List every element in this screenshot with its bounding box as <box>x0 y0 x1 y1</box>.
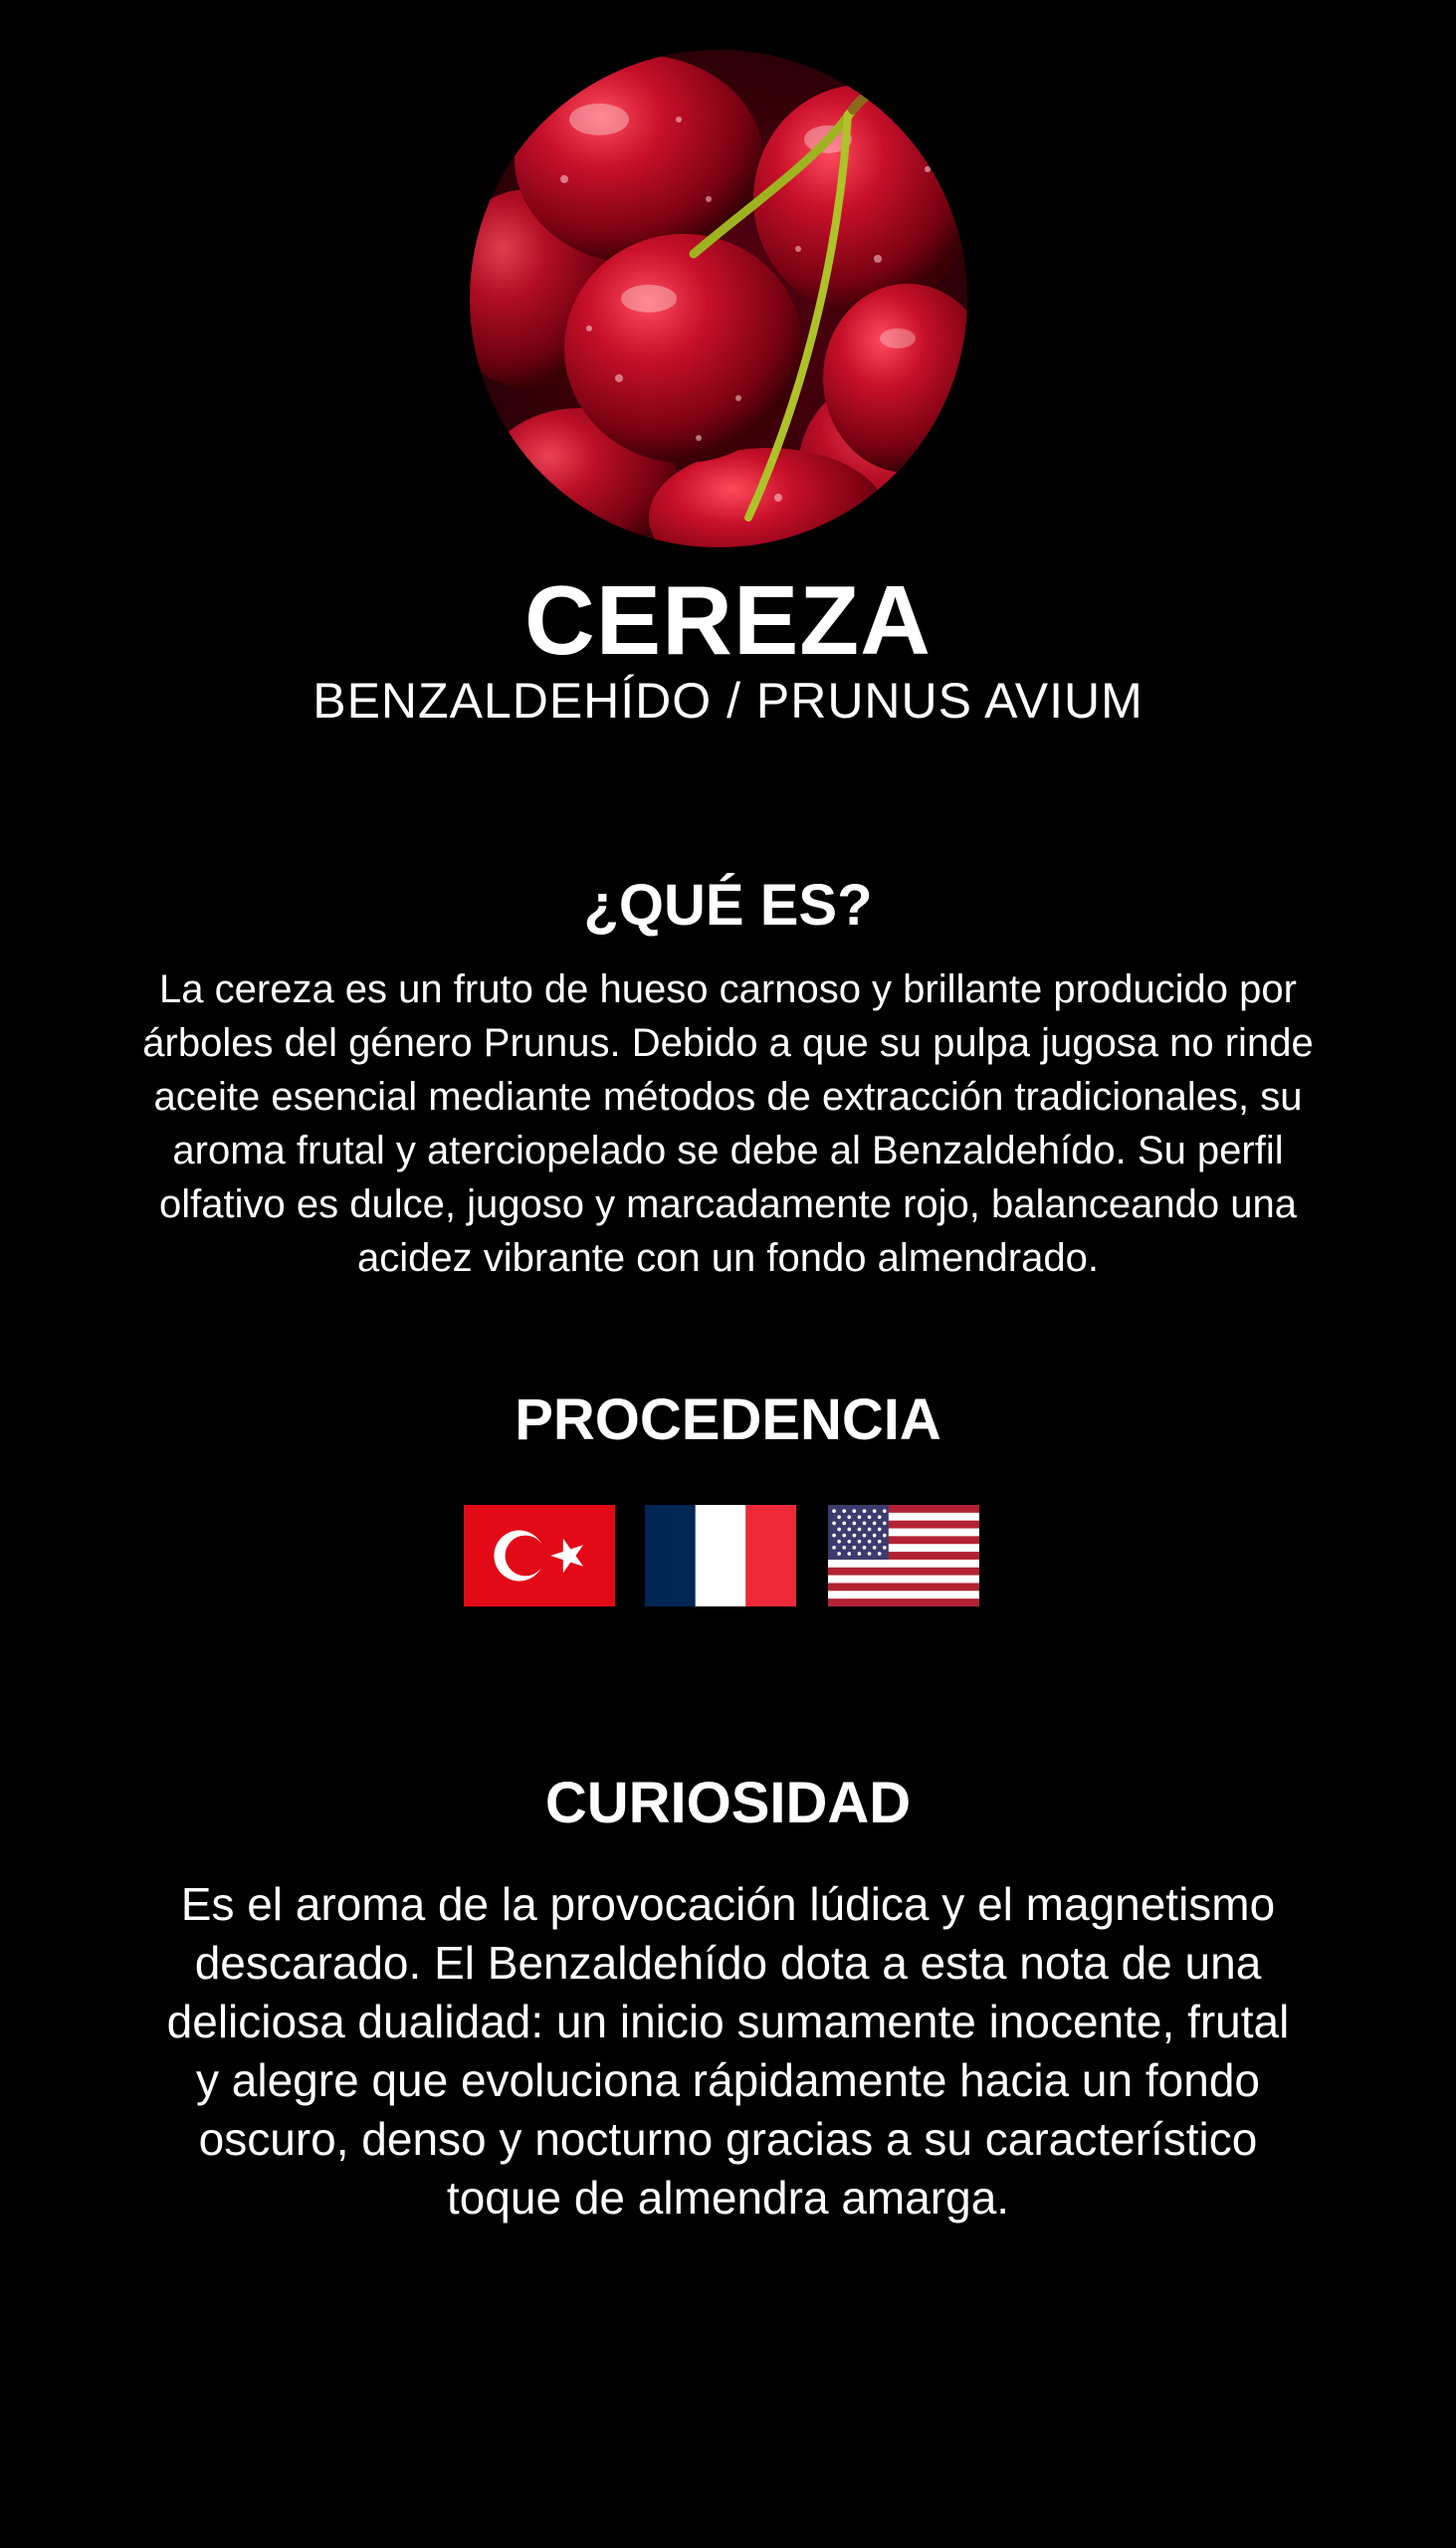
page-subtitle: BENZALDEHÍDO / PRUNUS AVIUM <box>312 673 1144 729</box>
origin-flags <box>0 1505 1456 1608</box>
turkey-flag-icon <box>464 1505 615 1606</box>
paragraph-line: La cereza es un fruto de hueso carnoso y brillante producido por <box>159 967 1297 1011</box>
what-is-heading: ¿QUÉ ES? <box>583 873 873 938</box>
paragraph-line: descarado. El Benzaldehído dota a esta nota de una <box>194 1937 1262 1989</box>
paragraph-line: deliciosa dualidad: un inicio sumamente inocente, frutal <box>166 1996 1290 2047</box>
paragraph-line: toque de almendra amarga. <box>446 2172 1010 2224</box>
paragraph-line: árboles del género Prunus. Debido a que su pulpa jugosa no rinde <box>142 1021 1314 1065</box>
usa-flag-icon <box>828 1505 979 1606</box>
paragraph-line: y alegre que evoluciona rápidamente hacia un fondo <box>196 2054 1260 2106</box>
paragraph-line: aceite esencial mediante métodos de extracción tradicionales, su <box>153 1075 1303 1119</box>
paragraph-line: Es el aroma de la provocación lúdica y el magnetismo <box>180 1878 1276 1930</box>
paragraph-line: aroma frutal y aterciopelado se debe al Benzaldehído. Su perfil <box>172 1129 1284 1172</box>
curiosity-heading: CURIOSIDAD <box>544 1771 912 1835</box>
what-is-paragraph <box>60 962 1396 1285</box>
page-title: CEREZA <box>524 565 932 675</box>
origin-heading: PROCEDENCIA <box>515 1387 941 1452</box>
paragraph-line: acidez vibrante con un fondo almendrado. <box>357 1236 1099 1280</box>
curiosity-paragraph <box>100 1875 1356 2228</box>
paragraph-line: oscuro, denso y nocturno gracias a su característico <box>198 2113 1258 2165</box>
cherries-photo <box>470 50 967 547</box>
france-flag-icon <box>645 1505 796 1606</box>
paragraph-line: olfativo es dulce, jugoso y marcadamente rojo, balanceando una <box>159 1182 1297 1226</box>
